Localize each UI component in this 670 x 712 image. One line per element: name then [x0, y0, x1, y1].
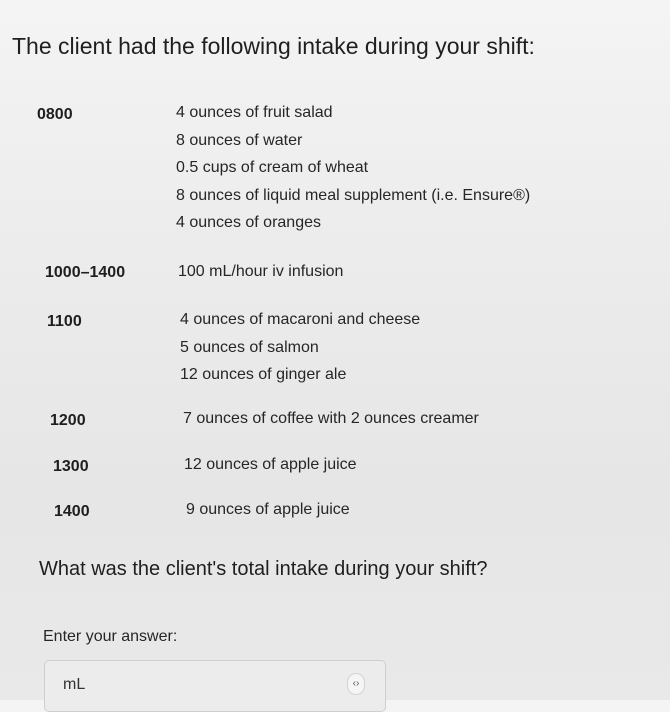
intake-item: 4 ounces of oranges: [176, 214, 321, 231]
intake-list-1100: [180, 306, 420, 389]
chevron-updown-icon[interactable]: ‹›: [347, 673, 365, 695]
intake-item: 4 ounces of fruit salad: [176, 104, 333, 121]
answer-label: Enter your answer:: [43, 628, 178, 645]
intake-item: 8 ounces of water: [176, 131, 303, 149]
time-1000-1400: 1000–1400: [45, 264, 126, 281]
intake-item: 9 ounces of apple juice: [186, 501, 350, 518]
intake-list-0800: [176, 99, 530, 237]
intake-item: 12 ounces of apple juice: [184, 456, 357, 473]
intake-item: 7 ounces of coffee with 2 ounces creamer: [183, 410, 479, 427]
intake-item: 100 mL/hour iv infusion: [178, 263, 344, 280]
intake-list-1000-1400: [178, 258, 343, 286]
answer-input[interactable]: [44, 660, 386, 712]
intake-item: 8 ounces of liquid meal supplement (i.e. Ensure®): [176, 186, 531, 204]
question-text: What was the client's total intake during your shift?: [39, 558, 488, 580]
intake-list-1200: [183, 405, 479, 433]
intake-item: 0.5 cups of cream of wheat: [176, 159, 369, 176]
time-1300: 1300: [53, 458, 89, 475]
time-0800: 0800: [37, 106, 73, 123]
unit-label: mL: [63, 676, 86, 693]
intake-item: 12 ounces of ginger ale: [180, 366, 347, 383]
time-1400: 1400: [54, 503, 90, 520]
intake-item: 4 ounces of macaroni and cheese: [180, 311, 421, 328]
intake-list-1300: [184, 451, 357, 479]
page-title: The client had the following intake during your shift:: [12, 33, 535, 59]
intake-item: 5 ounces of salmon: [180, 338, 319, 356]
intake-list-1400: [186, 496, 350, 524]
time-1200: 1200: [50, 412, 86, 429]
time-1100: 1100: [47, 313, 82, 330]
